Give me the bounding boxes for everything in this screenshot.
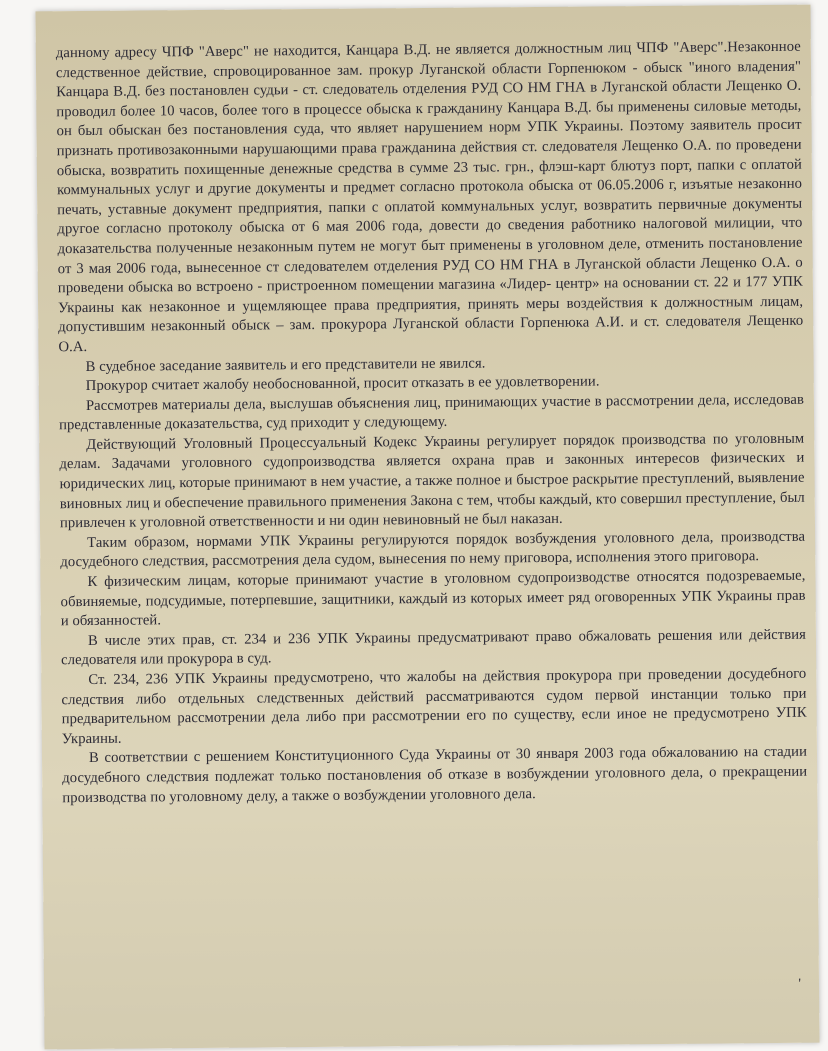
paragraph-court-review: Рассмотрев материалы дела, выслушав объяснения лиц, принимающих участие в рассмотрении дела, исследовав представленные доказательства, суд приходит у следующему. (59, 391, 804, 434)
paragraph-appeal-rights: В числе этих прав, ст. 234 и 236 УПК Украины предусматривают право обжаловать решения или действия следователя или прокурора в суд. (61, 626, 807, 669)
document-body (56, 38, 808, 809)
margin-mark: ' (798, 976, 802, 992)
paragraph-hearing-absence: В судебное заседание заявитель и его представители не явился. (85, 354, 486, 375)
paragraph-prosecutor-position: Прокурор считает жалобу необоснованной, просит отказать в ее удовлетворении. (85, 373, 600, 395)
paragraph-complaint-continuation: данному адресу ЧПФ "Аверс" не находится, Канцара В.Д. не является должностным лиц ЧПФ "Аверс".Незаконное следственное действие, спровоцированное зам. прокур Луганской области Горпенюком - обыск "иного владения" Канцара В.Д. без постановлен судьи - ст. следователь отделения РУД СО НМ ГНА в Луганской области Лещенко О. проводил более 10 часов, более того в процессе обыска к гражданину Канцара В.Д. бы применены силовые методы, он был обыскан без постановления суда, что являет нарушением норм УПК Украины. Поэтому заявитель просит признать противозаконными нарушающими права гражданина действия ст. следователя Лещенко О.А. по проведени обыска, возвратить похищенные денежные средства в сумме 23 тыс. грн., флэш-карт блютуз порт, папки с оплатой коммунальных услуг и другие документы и предмет согласно протокола обыска от 06.05.2006 г, изъятые незаконно печать, уставные документ предприятия, папки с оплатой коммунальных услуг, возвратить первичные документы другое согласно протоколу обыска от 6 мая 2006 года, довести до сведения работнико налоговой милиции, что доказательства полученные незаконным путем не могут быт применены в уголовном деле, отменить постановление от 3 мая 2006 года, вынесенное ст следователем отделения РУД СО НМ ГНА в Луганской области Лещенко О.А. о проведени обыска во встроено - пристроенном помещении магазина «Лидер- центр» на основании ст. 22 и 177 УПК Украины как незаконное и ущемляющее права предприятия, принять меры воздействия к должностным лицам, допустившим незаконный обыск – зам. прокурора Луганской области Горпенюка А.И. и ст. следователя Лещенко О.А. (55, 38, 804, 356)
paragraph-articles-234-236: Ст. 234, 236 УПК Украины предусмотрено, что жалобы на действия прокурора при проведении досудебного следствия либо отдельных следственных действий рассматриваются судом первой инстанции только при предварительном рассмотрении дела либо при рассмотрении его по существу, если иное не предусмотрено УПК Украины. (61, 665, 807, 747)
paragraph-code-purpose: Действующий Уголовный Процессуальный Кодекс Украины регулирует порядок производства по уголовным делам. Задачами уголовного судопроизводства является охрана прав и законных интересов физических и юридических лиц, которые принимают в нем участие, а также полное и быстрое раскрытие преступлений, выявление виновных лиц и обеспечение правильного применения Закона с тем, чтобы каждый, кто совершил преступление, был привлечен к уголовной ответственности и ни один невиновный не был наказан. (59, 430, 805, 532)
paragraph-participants: К физическим лицам, которые принимают участие в уголовном судопроизводстве относятся подозреваемые, обвиняемые, подсудимые, потерпевшие, защитники, каждый из которых имеет ряд оговоренных УПК Украины прав и обязанностей. (60, 567, 806, 630)
paragraph-code-regulation: Таким образом, нормами УПК Украины регулируются порядок возбуждения уголовного дела, производства досудебного следствия, рассмотрения дела судом, вынесения по нему приговора, исполнения этого приговора. (60, 528, 806, 571)
paragraph-constitutional-court: В соответствии с решением Конституционного Суда Украины от 30 января 2003 года обжалованию на стадии досудебного следствия подлежат только постановления об отказе в возбуждении уголовного дела, о прекращении производства по уголовному делу, а также о возбуждении уголовного дела. (62, 744, 808, 806)
document-page (35, 5, 819, 1050)
